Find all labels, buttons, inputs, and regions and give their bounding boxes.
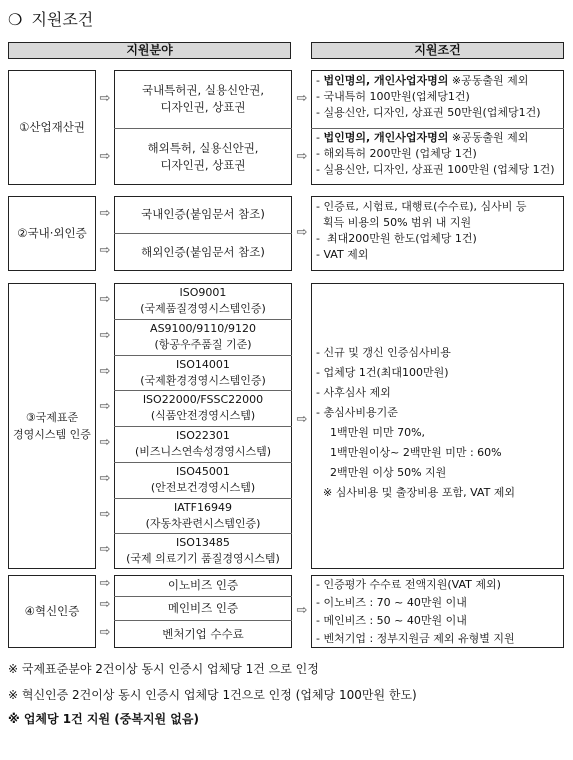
- arrow-icon: ⇨: [296, 91, 308, 106]
- ip-domestic-conditions: [316, 73, 541, 121]
- item-line: 해외특허, 실용신안권,: [147, 140, 259, 155]
- note-line: ※ 혁신인증 2건이상 동시 인증시 업체당 1건으로 인정 (업체당 100만원 한도): [8, 688, 417, 702]
- condition-line: - 이노비즈 : 70 ~ 40만원 이내: [316, 596, 467, 609]
- item-line: 디자인권, 상표권: [160, 157, 246, 172]
- innobiz-item: 이노비즈 인증: [167, 578, 239, 592]
- arrow-icon: ⇨: [296, 225, 308, 240]
- iso-conditions: [316, 343, 515, 503]
- arrow-icon: ⇨: [99, 507, 111, 522]
- cert-overseas-item: 해외인증(붙임문서 참조): [141, 244, 265, 259]
- note-line: ※ 업체당 1건 지원 (중복지원 없음): [8, 712, 199, 726]
- condition-line: - 신규 및 갱신 인증심사비용: [316, 346, 451, 359]
- arrow-icon: ⇨: [99, 91, 111, 106]
- item-line: (안전보건경영시스템): [150, 481, 256, 494]
- item-line: (국제품질경영시스템인증): [140, 302, 266, 315]
- item-line: ISO9001: [179, 286, 227, 299]
- group-ip-label: ①산업재산권: [19, 120, 85, 134]
- divider: [311, 128, 564, 129]
- iso-standard-item: [114, 390, 292, 426]
- condition-line: - 벤처기업 : 정부지원금 제외 유형별 지원: [316, 632, 515, 645]
- arrow-icon: ⇨: [99, 435, 111, 450]
- label-line: 경영시스템 인증: [13, 428, 91, 441]
- item-line: (비즈니스연속성경영시스템): [134, 445, 272, 458]
- condition-line: - 총심사비용기준: [316, 406, 398, 419]
- ip-overseas-item: [114, 128, 292, 185]
- item-line: ISO22301: [176, 429, 230, 442]
- iso-standard-item: [114, 283, 292, 319]
- section-title: [8, 10, 93, 30]
- arrow-icon: ⇨: [99, 625, 111, 640]
- ip-domestic-item: [114, 70, 292, 128]
- section-title-text: 지원조건: [31, 10, 94, 29]
- condition-line: - 메인비즈 : 50 ~ 40만원 이내: [316, 614, 467, 627]
- condition-line: - 인증료, 시험료, 대행료(수수료), 심사비 등: [316, 200, 527, 213]
- group-cert-label: ②국내·외인증: [17, 226, 87, 240]
- item-line: ISO22000/FSSC22000: [142, 393, 264, 406]
- arrow-icon: ⇨: [99, 471, 111, 486]
- label-line: ③국제표준: [25, 411, 79, 424]
- mainbiz-item: 메인비즈 인증: [167, 600, 239, 615]
- arrow-icon: ⇨: [99, 206, 111, 221]
- condition-line: - 최대200만원 한도(업체당 1건): [316, 232, 477, 245]
- item-line: 디자인권, 상표권: [160, 100, 246, 114]
- header-field: 지원분야: [8, 42, 291, 59]
- ip-overseas-conditions: [316, 130, 555, 178]
- arrow-icon: ⇨: [296, 149, 308, 164]
- condition-line: 1백만원이상~ 2백만원 미만 : 60%: [316, 446, 502, 459]
- cert-domestic-item: 국내인증(붙임문서 참조): [141, 207, 265, 221]
- item-line: (국제 의료기기 품질경영시스템): [126, 552, 280, 565]
- note-line: ※ 국제표준분야 2건이상 동시 인증시 업체당 1건 으로 인정: [8, 662, 319, 676]
- iso-standard-item: [114, 498, 292, 534]
- arrow-icon: ⇨: [99, 364, 111, 379]
- group-innov-label: ④혁신인증: [24, 604, 80, 618]
- condition-line: - 국내특허 100만원(업체당1건): [316, 90, 470, 103]
- condition-line: ※ 심사비용 및 출장비용 포함, VAT 제외: [316, 486, 516, 499]
- arrow-icon: ⇨: [296, 412, 308, 427]
- condition-line: - 법인명의, 개인사업자명의 ※공동출원 제외: [316, 131, 529, 144]
- condition-line: - 해외특허 200만원 (업체당 1건): [316, 147, 477, 160]
- item-line: 국내특허권, 실용신안권,: [141, 83, 265, 97]
- arrow-icon: ⇨: [99, 243, 111, 258]
- condition-line: - 사후심사 제외: [316, 386, 391, 399]
- arrow-icon: ⇨: [99, 399, 111, 414]
- venture-item: 벤처기업 수수료: [162, 626, 244, 641]
- condition-line: - VAT 제외: [316, 248, 369, 261]
- condition-line: 2백만원 이상 50% 지원: [316, 466, 447, 479]
- innov-conditions: [316, 576, 515, 648]
- item-line: ISO13485: [176, 536, 230, 549]
- iso-standard-item: [114, 319, 292, 355]
- arrow-icon: ⇨: [99, 328, 111, 343]
- arrow-icon: ⇨: [99, 576, 111, 591]
- iso-standard-item: [114, 426, 292, 462]
- condition-line: - 법인명의, 개인사업자명의 ※공동출원 제외: [316, 74, 529, 87]
- header-condition: 지원조건: [311, 42, 564, 59]
- condition-line: 1백만원 미만 70%,: [316, 426, 426, 439]
- iso-standard-item: [114, 533, 292, 569]
- arrow-icon: ⇨: [99, 597, 111, 612]
- item-line: (국제환경경영시스템인증): [140, 374, 266, 387]
- item-line: (식품안전경영시스템): [150, 409, 256, 422]
- iso-standard-item: [114, 355, 292, 391]
- cert-conditions: [316, 199, 527, 263]
- arrow-icon: ⇨: [99, 292, 111, 307]
- condition-line: - 업체당 1건(최대100만원): [316, 366, 449, 379]
- condition-line: 획득 비용의 50% 범위 내 지원: [316, 216, 472, 229]
- group-iso-label: [8, 283, 96, 569]
- item-line: AS9100/9110/9120: [150, 322, 256, 335]
- item-line: ISO45001: [176, 465, 230, 478]
- arrow-icon: ⇨: [99, 149, 111, 164]
- arrow-icon: ⇨: [296, 603, 308, 618]
- circle-bullet-icon: ❍: [8, 10, 23, 29]
- condition-line: - 실용신안, 디자인, 상표권 50만원(업체당1건): [316, 106, 541, 119]
- iso-standard-item: [114, 462, 292, 498]
- condition-line: - 인증평가 수수료 전액지원(VAT 제외): [316, 578, 501, 591]
- item-line: (자동차관련시스템인증): [145, 517, 261, 530]
- item-line: (항공우주품질 기준): [154, 338, 252, 351]
- condition-line: - 실용신안, 디자인, 상표권 100만원 (업체당 1건): [316, 163, 555, 176]
- item-line: ISO14001: [176, 358, 230, 371]
- arrow-icon: ⇨: [99, 542, 111, 557]
- item-line: IATF16949: [174, 501, 232, 514]
